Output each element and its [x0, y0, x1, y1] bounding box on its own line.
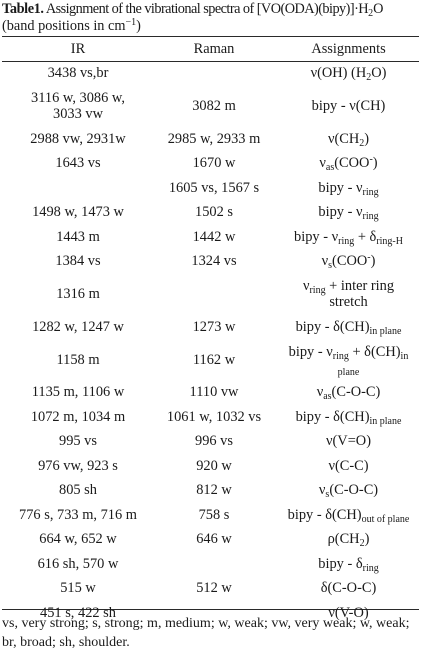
table-row [2, 454, 419, 479]
cell-ir: 1072 m, 1034 m [30, 408, 126, 425]
caption-units: (band positions in cm [2, 18, 126, 34]
caption-title-end: O [373, 1, 384, 17]
caption-line-1 [2, 1, 420, 18]
cell-raman: 512 w [196, 580, 232, 597]
table-row [2, 576, 419, 601]
cell-ir: 3116 w, 3086 w, 3033 vw [31, 90, 125, 122]
cell-raman: 1670 w [192, 155, 236, 172]
table-row [2, 552, 419, 577]
cell-ir: 515 w [60, 580, 96, 597]
cell-ir: 995 vs [59, 433, 97, 450]
cell-assignment: $\nu_{ring}$ + inter ring stretch [302, 278, 395, 310]
table-row [2, 225, 419, 250]
vibrational-spectra-table [2, 37, 419, 625]
cell-raman: 1273 w [192, 318, 236, 335]
cell-assignment: bipy - $\nu_{ring}$ [318, 179, 379, 198]
table-row [2, 339, 419, 380]
table-row [2, 527, 419, 552]
cell-ir: 776 s, 733 m, 716 m [19, 506, 137, 523]
cell-assignment: $\nu_s(C-O-C)$ [318, 482, 379, 501]
cell-assignment: ν(OH) $(H_2O)$ [310, 65, 387, 84]
cell-assignment: bipy - $\delta(CH)_{in plane}$ [295, 318, 402, 337]
cell-ir: 1135 m, 1106 w [31, 384, 125, 401]
table-row [2, 503, 419, 528]
table-header-row [2, 37, 419, 61]
table-row [2, 249, 419, 274]
cell-ir: 664 w, 652 w [39, 531, 117, 548]
cell-raman: 1061 w, 1032 vs [166, 408, 262, 425]
cell-ir: 616 sh, 570 w [37, 555, 119, 572]
cell-raman [150, 552, 278, 577]
cell-raman: 1442 w [192, 228, 236, 245]
cell-raman: 2985 w, 2933 m [167, 130, 261, 147]
cell-ir: 976 vw, 923 s [38, 457, 118, 474]
column-header-raman: Raman [193, 41, 235, 57]
cell-assignment: ν(V=O) [326, 433, 371, 450]
cell-ir: 1158 m [56, 351, 100, 368]
cell-ir: 1643 vs [55, 155, 101, 172]
caption-units-end: ) [136, 18, 141, 34]
table-row [2, 61, 419, 86]
cell-assignment: bipy - $\nu_{ring} + \delta(CH)_{in}$ $_{plane}$ [288, 343, 409, 378]
table-row [2, 429, 419, 454]
cell-ir: 3438 vs,br [47, 65, 109, 82]
cell-ir: 1282 w, 1247 w [32, 318, 124, 335]
caption-subscript: 2 [368, 8, 374, 19]
cell-assignment: bipy - $\delta(CH)_{out of plane}$ [287, 506, 410, 525]
cell-assignment: $\nu_s(COO^-)$ [321, 252, 376, 272]
table-row [2, 151, 419, 176]
table-row [2, 478, 419, 503]
cell-assignment: δ(C-O-C) [320, 580, 377, 597]
cell-assignment: bipy - ν(CH) [311, 98, 386, 114]
cell-raman: 758 s [198, 506, 230, 523]
caption-label: Table1. [2, 1, 44, 17]
column-header-ir: IR [70, 41, 86, 57]
cell-raman: 646 w [196, 531, 232, 548]
cell-assignment: $\nu_{as}(COO^-)$ [319, 154, 378, 174]
table-body [2, 61, 419, 625]
cell-assignment: bipy - $\nu_{ring}$ [318, 204, 379, 223]
table-row [2, 176, 419, 201]
cell-raman: 1162 w [192, 351, 236, 368]
table-row [2, 200, 419, 225]
cell-raman: 996 vs [195, 433, 233, 450]
cell-assignment: $\rho(CH_2)$ [327, 531, 370, 550]
cell-ir: 1498 w, 1473 w [32, 204, 124, 221]
cell-assignment: ν(C-C) [328, 457, 369, 474]
table-row [2, 315, 419, 340]
table-row [2, 86, 419, 127]
cell-raman: 1502 s [195, 204, 233, 221]
cell-assignment: bipy - $\delta_{ring}$ [318, 555, 379, 574]
caption-title: Assignment of the vibrational spectra of [VO(ODA)(bipy)]·H [43, 1, 369, 17]
cell-assignment: bipy - $\delta(CH)_{in plane}$ [295, 408, 402, 427]
cell-ir: 1443 m [56, 228, 100, 245]
cell-ir: 2988 vw, 2931w [30, 130, 126, 147]
cell-raman [150, 274, 278, 315]
cell-raman: 1110 vw [189, 384, 239, 401]
cell-ir [2, 176, 150, 201]
cell-assignment: $\nu_{as}(C-O-C)$ [316, 384, 381, 403]
table-row [2, 380, 419, 405]
cell-ir: 1316 m [56, 286, 100, 302]
table-row [2, 274, 419, 315]
caption-line-2 [2, 18, 420, 35]
cell-raman: 1324 vs [191, 253, 237, 270]
cell-ir: 451 s, 422 sh [40, 604, 116, 621]
cell-raman: 920 w [196, 457, 232, 474]
table-row [2, 405, 419, 430]
table-footnote: vs, very strong; s, strong; m, medium; w, weak; vw, very weak; w, weak; br, broad; sh, shoulder. [2, 616, 410, 650]
table-caption [2, 1, 420, 35]
cell-raman: 1605 vs, 1567 s [168, 179, 260, 196]
cell-ir: 1384 vs [55, 253, 101, 270]
column-header-assignments: Assignments [311, 41, 386, 57]
caption-units-exponent: −1 [125, 17, 137, 28]
cell-assignment: $\nu(CH_2)$ [327, 130, 370, 149]
cell-assignment: bipy - $\nu_{ring} + \delta_{ring-H}$ [294, 228, 403, 247]
cell-assignment: ν(V-O) [328, 604, 369, 621]
cell-raman: 812 w [196, 482, 232, 499]
table-row [2, 127, 419, 152]
cell-ir: 805 sh [59, 482, 97, 499]
cell-raman [150, 61, 278, 86]
cell-raman: 3082 m [192, 98, 236, 114]
